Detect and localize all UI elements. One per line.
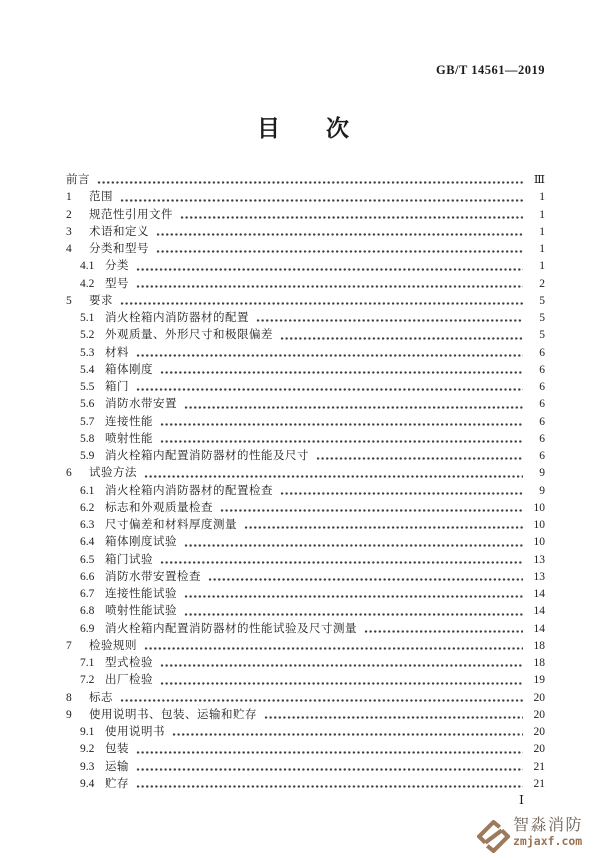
toc-entry: [66, 413, 545, 430]
toc-leader-dots: [160, 663, 523, 668]
toc-entry-label: 贮存: [105, 777, 129, 790]
toc-entry: [66, 775, 545, 792]
toc-entry-label: 包装: [105, 743, 129, 756]
toc-entry-page: 18: [533, 639, 545, 652]
toc-entry-number: 6.4: [80, 536, 95, 549]
toc-leader-dots: [97, 180, 523, 185]
toc-leader-dots: [136, 284, 523, 289]
toc-entry-page: 1: [539, 191, 545, 204]
toc-leader-dots: [264, 715, 523, 720]
toc-entry: [66, 740, 545, 757]
toc-entry-label: 喷射性能试验: [105, 605, 177, 618]
toc-entry-number: 9.2: [80, 743, 95, 756]
toc-entry-label: 连接性能: [105, 415, 153, 428]
toc-entry: [66, 482, 545, 499]
toc-entry-label: 前言: [66, 174, 90, 186]
toc-entry: [66, 430, 545, 447]
toc-entry: [66, 637, 545, 654]
toc-entry: [66, 171, 545, 188]
toc-leader-dots: [136, 784, 523, 789]
toc-entry-number: 5.1: [80, 312, 95, 324]
toc-entry-page: 1: [539, 208, 545, 221]
toc-leader-dots: [156, 232, 523, 237]
toc-entry-page: 6: [539, 398, 545, 411]
toc-entry: [66, 188, 545, 205]
toc-leader-dots: [160, 560, 523, 565]
toc-entry-label: 消防水带安置检查: [105, 570, 201, 583]
toc-entry: [66, 206, 545, 223]
toc-entry: [66, 654, 545, 671]
toc-entry: [66, 257, 545, 274]
toc-leader-dots: [144, 646, 523, 651]
toc-entry: [66, 223, 545, 240]
toc-entry-number: 6.3: [80, 519, 95, 531]
toc-entry-label: 试验方法: [89, 467, 137, 480]
toc-entry-number: 6.8: [80, 605, 95, 618]
toc-entry-number: 9.4: [80, 777, 95, 790]
toc-entry-number: 5.5: [80, 381, 95, 393]
toc-leader-dots: [136, 387, 523, 392]
toc-entry-label: 使用说明书、包装、运输和贮存: [89, 708, 257, 721]
toc-entry-number: 6.5: [80, 553, 95, 566]
toc-entry-number: 9.1: [80, 726, 95, 738]
toc-entry-page: 1: [539, 225, 545, 238]
toc-leader-dots: [120, 698, 523, 703]
toc-entry-number: 6.9: [80, 622, 95, 635]
toc-entry-label: 标志和外观质量检查: [105, 501, 213, 514]
toc-entry-page: 10: [533, 536, 545, 549]
toc-entry-label: 使用说明书: [105, 726, 165, 738]
toc-entry-page: 19: [533, 674, 545, 687]
toc-leader-dots: [280, 491, 523, 496]
toc-entry: [66, 464, 545, 481]
toc-list: [66, 171, 545, 792]
toc-entry: [66, 309, 545, 326]
toc-entry: [66, 326, 545, 343]
toc-entry-number: 6: [66, 467, 72, 480]
toc-entry-page: Ⅲ: [533, 174, 545, 186]
toc-entry-label: 出厂检验: [105, 674, 153, 687]
toc-entry-label: 消防水带安置: [105, 398, 177, 411]
toc-entry-label: 箱体刚度试验: [105, 536, 177, 549]
toc-entry-page: 10: [533, 501, 545, 514]
toc-entry-number: 4: [66, 243, 72, 255]
toc-entry-page: 6: [539, 346, 545, 359]
watermark-brand-name: 智淼消防: [513, 817, 584, 834]
toc-leader-dots: [120, 198, 523, 203]
toc-entry: [66, 568, 545, 585]
toc-entry-page: 5: [539, 329, 545, 342]
toc-entry: [66, 361, 545, 378]
toc-leader-dots: [244, 525, 523, 530]
toc-entry-number: 5.7: [80, 415, 95, 428]
toc-entry: [66, 551, 545, 568]
toc-entry-page: 6: [539, 432, 545, 445]
toc-entry: [66, 447, 545, 464]
toc-entry-page: 20: [533, 726, 545, 738]
toc-entry-label: 材料: [105, 346, 129, 359]
toc-leader-dots: [160, 681, 523, 686]
toc-entry-label: 型式检验: [105, 657, 153, 669]
toc-entry-label: 连接性能试验: [105, 588, 177, 600]
toc-entry-label: 箱门: [105, 381, 129, 393]
toc-entry: [66, 723, 545, 740]
toc-entry: [66, 275, 545, 292]
toc-entry-label: 消火栓箱内消防器材的配置检查: [105, 484, 273, 497]
toc-entry-number: 9: [66, 708, 72, 721]
toc-entry-number: 5.3: [80, 346, 95, 359]
toc-entry-label: 箱体刚度: [105, 363, 153, 376]
toc-entry-page: 21: [533, 777, 545, 790]
toc-entry-label: 规范性引用文件: [89, 208, 173, 221]
toc-entry-label: 外观质量、外形尺寸和极限偏差: [105, 329, 273, 342]
toc-leader-dots: [160, 439, 523, 444]
brand-diamond-icon: [477, 820, 510, 853]
toc-entry-label: 运输: [105, 760, 129, 773]
toc-leader-dots: [136, 353, 523, 358]
toc-entry-number: 2: [66, 208, 72, 221]
toc-leader-dots: [256, 318, 523, 323]
toc-entry-label: 要求: [89, 294, 113, 307]
toc-leader-dots: [160, 422, 523, 427]
toc-entry: [66, 706, 545, 723]
toc-entry-number: 7.1: [80, 657, 95, 669]
toc-entry: [66, 602, 545, 619]
toc-entry-page: 6: [539, 363, 545, 376]
toc-entry-number: 5.9: [80, 450, 95, 462]
toc-leader-dots: [184, 405, 523, 410]
toc-leader-dots: [136, 750, 523, 755]
toc-entry-number: 6.7: [80, 588, 95, 600]
toc-entry-number: 5.8: [80, 432, 95, 445]
toc-entry-page: 6: [539, 450, 545, 462]
toc-leader-dots: [184, 543, 523, 548]
toc-leader-dots: [184, 594, 523, 599]
toc-entry-page: 14: [533, 605, 545, 618]
toc-entry: [66, 689, 545, 706]
toc-entry-label: 消火栓箱内配置消防器材的性能及尺寸: [105, 450, 309, 462]
toc-entry: [66, 758, 545, 775]
page-title: 目 次: [257, 116, 349, 141]
footer-page-number: Ⅰ: [519, 793, 524, 807]
toc-entry-label: 消火栓箱内消防器材的配置: [105, 312, 249, 324]
toc-leader-dots: [156, 249, 523, 254]
toc-entry-number: 4.1: [80, 260, 95, 273]
toc-entry-page: 20: [533, 743, 545, 756]
toc-entry: [66, 378, 545, 395]
toc-entry: [66, 395, 545, 412]
toc-entry: [66, 585, 545, 602]
toc-entry-label: 消火栓箱内配置消防器材的性能试验及尺寸测量: [105, 622, 357, 635]
toc-entry-page: 2: [539, 277, 545, 290]
toc-entry-label: 分类和型号: [89, 243, 149, 255]
toc-entry-number: 6.1: [80, 484, 95, 497]
toc-entry-page: 5: [539, 312, 545, 324]
toc-entry-page: 13: [533, 570, 545, 583]
toc-entry: [66, 344, 545, 361]
toc-entry-number: 6.6: [80, 570, 95, 583]
toc-entry-number: 5.2: [80, 329, 95, 342]
toc-entry: [66, 533, 545, 550]
toc-entry-page: 9: [539, 467, 545, 480]
toc-entry-label: 箱门试验: [105, 553, 153, 566]
toc-entry-page: 20: [533, 708, 545, 721]
toc-leader-dots: [184, 612, 523, 617]
toc-leader-dots: [144, 474, 523, 479]
toc-entry: [66, 516, 545, 533]
toc-entry-page: 13: [533, 553, 545, 566]
toc-entry-label: 喷射性能: [105, 432, 153, 445]
toc-leader-dots: [120, 301, 523, 306]
toc-leader-dots: [316, 456, 523, 461]
toc-entry-number: 8: [66, 691, 72, 704]
toc-entry-page: 21: [533, 760, 545, 773]
standard-number: GB/T 14561—2019: [435, 63, 545, 77]
watermark: [477, 818, 583, 853]
toc-entry-number: 3: [66, 225, 72, 238]
toc-entry-number: 9.3: [80, 760, 95, 773]
toc-entry-number: 5: [66, 294, 72, 307]
toc-leader-dots: [208, 577, 523, 582]
toc-entry-number: 5.4: [80, 363, 95, 376]
toc-entry-page: 14: [533, 622, 545, 635]
toc-entry-label: 标志: [89, 691, 113, 704]
toc-entry-number: 4.2: [80, 277, 95, 290]
watermark-text: [513, 818, 583, 848]
toc-entry-page: 6: [539, 415, 545, 428]
toc-entry-number: 7.2: [80, 674, 95, 687]
toc-entry-label: 范围: [89, 191, 113, 204]
toc-entry: [66, 240, 545, 257]
toc-entry-page: 18: [533, 657, 545, 669]
toc-entry: [66, 671, 545, 688]
toc-entry-page: 6: [539, 381, 545, 393]
toc-entry: [66, 499, 545, 516]
toc-leader-dots: [160, 370, 523, 375]
toc-entry-page: 14: [533, 588, 545, 600]
toc-leader-dots: [280, 336, 523, 341]
toc-entry-label: 尺寸偏差和材料厚度测量: [105, 519, 237, 531]
toc-entry-number: 1: [66, 191, 72, 204]
watermark-site-url: zmjaxf.com: [513, 834, 583, 848]
toc-leader-dots: [172, 732, 523, 737]
toc-entry-number: 7: [66, 639, 72, 652]
toc-entry-number: 6.2: [80, 501, 95, 514]
toc-entry-label: 型号: [105, 277, 129, 290]
toc-leader-dots: [364, 629, 523, 634]
toc-leader-dots: [180, 215, 523, 220]
toc-entry-label: 检验规则: [89, 639, 137, 652]
toc-entry: [66, 620, 545, 637]
toc-entry-label: 分类: [105, 260, 129, 273]
toc-entry-page: 5: [539, 294, 545, 307]
toc-entry-page: 20: [533, 691, 545, 704]
toc-leader-dots: [136, 267, 523, 272]
toc-entry-page: 1: [539, 243, 545, 255]
toc-entry-page: 1: [539, 260, 545, 273]
toc-entry-label: 术语和定义: [89, 225, 149, 238]
toc-entry-page: 9: [539, 484, 545, 497]
toc-entry-number: 5.6: [80, 398, 95, 411]
toc-leader-dots: [220, 508, 523, 513]
toc-leader-dots: [136, 767, 523, 772]
toc-entry-page: 10: [533, 519, 545, 531]
toc-entry: [66, 292, 545, 309]
